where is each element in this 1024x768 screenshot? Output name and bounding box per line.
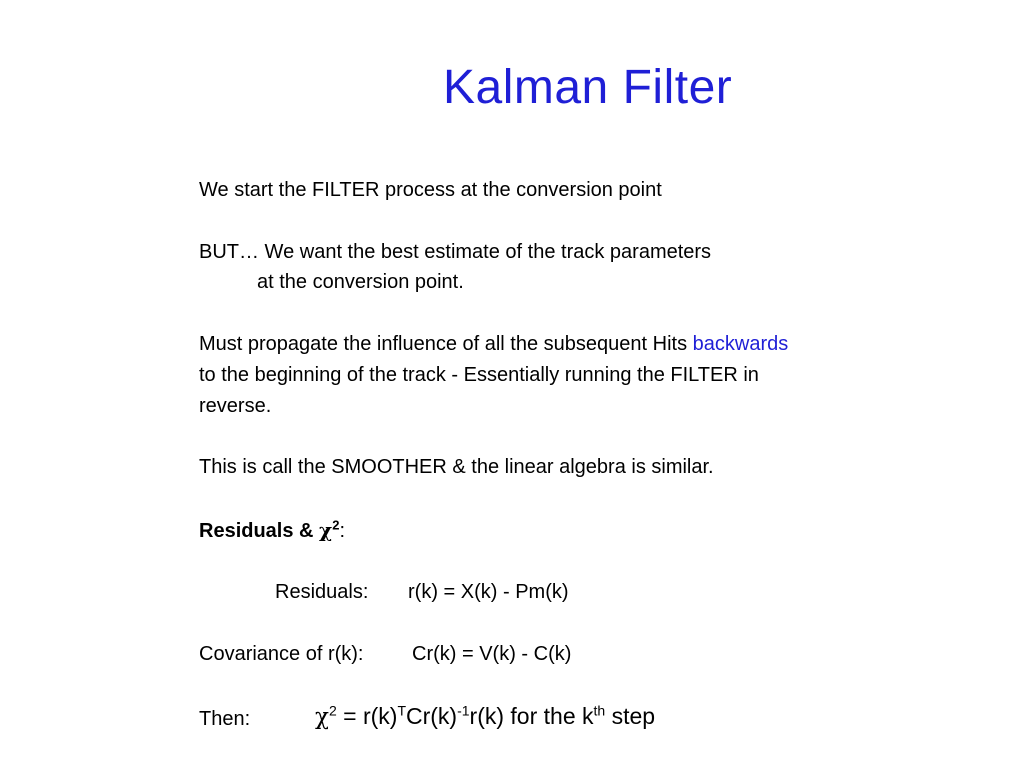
chi2-part3: r(k) for the k bbox=[469, 703, 594, 729]
residuals-heading bbox=[199, 516, 345, 545]
chi2-formula bbox=[315, 702, 655, 731]
paragraph-propagate bbox=[199, 330, 788, 358]
chi2-sup-t: T bbox=[397, 702, 406, 719]
paragraph-smoother: This is call the SMOOTHER & the linear algebra is similar. bbox=[199, 456, 714, 478]
chi2-sup-th: th bbox=[593, 702, 606, 719]
paragraph-propagate-line3: reverse. bbox=[199, 395, 272, 417]
paragraph-best-estimate-cont: at the conversion point. bbox=[257, 271, 464, 293]
paragraph-filter-start: We start the FILTER process at the conversion point bbox=[199, 179, 662, 201]
paragraph-propagate-line2: to the beginning of the track - Essentially running the FILTER in bbox=[199, 364, 759, 386]
chi2-part4: step bbox=[605, 703, 656, 729]
slide-title: Kalman Filter bbox=[443, 61, 733, 114]
residuals-heading-text: Residuals & bbox=[199, 520, 320, 542]
paragraph-best-estimate: BUT… We want the best estimate of the track parameters bbox=[199, 241, 712, 263]
chi2-part1: = r(k) bbox=[336, 703, 398, 729]
chi-superscript: 2 bbox=[332, 517, 340, 533]
chi-symbol: χ bbox=[319, 518, 333, 542]
chi2-sup-inv: -1 bbox=[457, 702, 470, 719]
chi2-chi: χ bbox=[315, 704, 329, 730]
backwards-highlight: backwards bbox=[692, 333, 789, 355]
chi2-sup-2: 2 bbox=[328, 702, 337, 719]
residuals-formula: r(k) = X(k) - Pm(k) bbox=[408, 581, 569, 603]
chi2-part2: Cr(k) bbox=[406, 703, 458, 729]
covariance-label: Covariance of r(k): bbox=[199, 643, 364, 665]
covariance-formula: Cr(k) = V(k) - C(k) bbox=[412, 643, 572, 665]
propagate-text: Must propagate the influence of all the subsequent Hits bbox=[199, 333, 693, 355]
residuals-label: Residuals: bbox=[275, 581, 369, 603]
residuals-heading-colon: : bbox=[339, 520, 345, 542]
then-label: Then: bbox=[199, 708, 251, 730]
